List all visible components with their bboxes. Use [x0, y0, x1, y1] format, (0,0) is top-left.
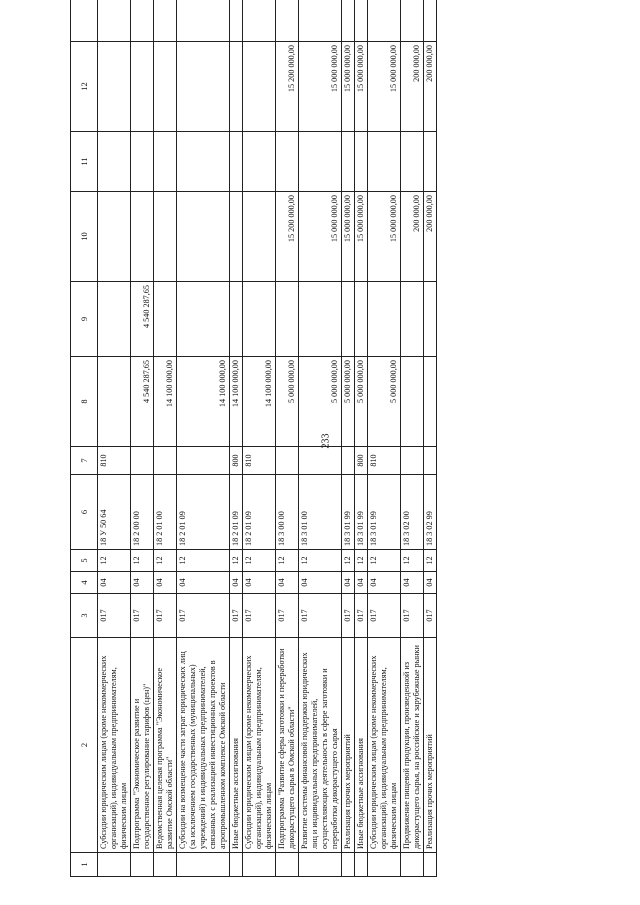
row-cell-10: 15 000 000,00 [342, 192, 355, 282]
row-cell-13 [424, 0, 437, 42]
row-cell-6: 18 3 00 00 [276, 475, 299, 550]
column-header: 7 [71, 447, 98, 475]
row-cell-12: 15 000 000,00 [355, 42, 368, 132]
row-cell-5: 12 [243, 550, 276, 572]
row-name: Подпрограмма "Развитие сферы заготовки и переработки дикорастущего сырья в Омской области" [276, 638, 299, 853]
row-cell-12: 15 000 000,00 [368, 42, 401, 132]
row-cell-6: 18 3 01 99 [342, 475, 355, 550]
row-cell-5: 12 [355, 550, 368, 572]
row-cell-3: 017 [299, 594, 342, 638]
table-row [299, 0, 342, 877]
row-cell-3: 017 [355, 594, 368, 638]
row-cell-1 [243, 853, 276, 877]
row-cell-13 [299, 0, 342, 42]
row-cell-8: 5 000 000,00 [368, 357, 401, 447]
row-cell-3: 017 [342, 594, 355, 638]
row-name: Продвижение пищевой продукции, произведенной из дикорастущего сырья, на российские и зарубежные рынки [401, 638, 424, 853]
row-cell-6: 18 У 50 64 [98, 475, 131, 550]
row-cell-8: 5 000 000,00 [276, 357, 299, 447]
row-cell-10: 200 000,00 [401, 192, 424, 282]
row-cell-9 [154, 282, 177, 357]
row-cell-6: 18 2 01 09 [177, 475, 230, 550]
row-cell-1 [342, 853, 355, 877]
row-cell-6: 18 2 01 00 [154, 475, 177, 550]
row-cell-3: 017 [424, 594, 437, 638]
row-cell-8 [401, 357, 424, 447]
row-cell-5: 12 [368, 550, 401, 572]
table-row [401, 0, 424, 877]
row-cell-9 [276, 282, 299, 357]
row-cell-10: 15 200 000,00 [276, 192, 299, 282]
row-cell-1 [355, 853, 368, 877]
row-cell-12 [131, 42, 154, 132]
row-cell-12: 200 000,00 [424, 42, 437, 132]
row-name: Иные бюджетные ассигнования [355, 638, 368, 853]
row-cell-1 [368, 853, 401, 877]
column-header [71, 0, 98, 42]
row-cell-9 [98, 282, 131, 357]
column-header: 3 [71, 594, 98, 638]
row-cell-13 [154, 0, 177, 42]
row-name: Реализация прочих мероприятий [342, 638, 355, 853]
column-header: 1 [71, 853, 98, 877]
row-cell-8: 14 100 000,00 [177, 357, 230, 447]
row-cell-12 [98, 42, 131, 132]
row-cell-7 [401, 447, 424, 475]
row-cell-10 [131, 192, 154, 282]
column-header: 9 [71, 282, 98, 357]
table-row [98, 0, 131, 877]
row-cell-3: 017 [131, 594, 154, 638]
row-cell-1 [154, 853, 177, 877]
row-cell-6: 18 2 00 00 [131, 475, 154, 550]
row-cell-11 [299, 132, 342, 192]
row-cell-9 [230, 282, 243, 357]
row-cell-7: 810 [98, 447, 131, 475]
row-cell-9 [368, 282, 401, 357]
row-cell-7 [276, 447, 299, 475]
row-cell-8: 5 000 000,00 [299, 357, 342, 447]
row-cell-3: 017 [177, 594, 230, 638]
row-cell-11 [355, 132, 368, 192]
row-cell-4: 04 [230, 572, 243, 594]
row-cell-4: 04 [154, 572, 177, 594]
row-cell-11 [401, 132, 424, 192]
header-row [71, 0, 98, 877]
table-row [342, 0, 355, 877]
row-cell-13 [131, 0, 154, 42]
row-cell-7 [424, 447, 437, 475]
row-cell-3: 017 [243, 594, 276, 638]
row-cell-8: 14 100 000,00 [154, 357, 177, 447]
row-cell-5: 12 [424, 550, 437, 572]
column-header: 2 [71, 638, 98, 853]
table-body [98, 0, 437, 877]
row-cell-6: 18 2 01 09 [230, 475, 243, 550]
row-cell-7 [131, 447, 154, 475]
row-cell-1 [98, 853, 131, 877]
row-cell-13 [355, 0, 368, 42]
row-cell-5: 12 [98, 550, 131, 572]
row-cell-12: 15 000 000,00 [299, 42, 342, 132]
row-cell-3: 017 [98, 594, 131, 638]
row-cell-8 [424, 357, 437, 447]
row-cell-12: 15 200 000,00 [276, 42, 299, 132]
rotated-table-page [70, 24, 590, 877]
row-cell-11 [368, 132, 401, 192]
row-cell-1 [230, 853, 243, 877]
row-cell-1 [401, 853, 424, 877]
row-cell-10: 200 000,00 [424, 192, 437, 282]
table-row [230, 0, 243, 877]
row-cell-7 [342, 447, 355, 475]
row-cell-11 [276, 132, 299, 192]
row-name: Субсидии юридическим лицам (кроме некоммерческих организаций), индивидуальным предпринимателям, физическим лицам [368, 638, 401, 853]
row-cell-5: 12 [230, 550, 243, 572]
row-cell-4: 04 [424, 572, 437, 594]
row-cell-5: 12 [131, 550, 154, 572]
row-cell-9 [355, 282, 368, 357]
row-cell-12 [177, 42, 230, 132]
column-header: 6 [71, 475, 98, 550]
row-name: Субсидии юридическим лицам (кроме некоммерческих организаций), индивидуальным предпринимателям, физическим лицам [98, 638, 131, 853]
row-cell-8: 5 000 000,00 [355, 357, 368, 447]
row-cell-3: 017 [230, 594, 243, 638]
column-header: 8 [71, 357, 98, 447]
row-cell-13 [230, 0, 243, 42]
row-cell-3: 017 [154, 594, 177, 638]
column-header: 4 [71, 572, 98, 594]
table-row [154, 0, 177, 877]
row-cell-11 [154, 132, 177, 192]
row-cell-10: 15 000 000,00 [355, 192, 368, 282]
row-cell-7 [299, 447, 342, 475]
row-cell-1 [276, 853, 299, 877]
row-cell-6: 18 3 02 00 [401, 475, 424, 550]
row-cell-10: 15 000 000,00 [299, 192, 342, 282]
row-cell-11 [424, 132, 437, 192]
row-cell-9 [424, 282, 437, 357]
row-name: Развитие системы финансовой поддержки юридических лиц и индивидуальных предпринимателей, осуществляющих деятельность в сфере заготовки и переработки дикорастущего сырья [299, 638, 342, 853]
row-cell-8: 14 100 000,00 [243, 357, 276, 447]
row-name: Реализация прочих мероприятий [424, 638, 437, 853]
row-cell-6: 18 3 01 99 [355, 475, 368, 550]
row-cell-8: 4 540 287,65 [131, 357, 154, 447]
row-name: Субсидии юридическим лицам (кроме некоммерческих организаций), индивидуальным предпринимателям, физическим лицам [243, 638, 276, 853]
row-cell-8: 14 100 000,00 [230, 357, 243, 447]
row-cell-5: 12 [177, 550, 230, 572]
row-cell-11 [177, 132, 230, 192]
row-cell-3: 017 [401, 594, 424, 638]
row-cell-9 [401, 282, 424, 357]
row-cell-4: 04 [401, 572, 424, 594]
row-cell-12: 15 000 000,00 [342, 42, 355, 132]
row-cell-7: 800 [230, 447, 243, 475]
row-name: Ведомственная целевая программа "Экономическое развитие Омской области" [154, 638, 177, 853]
row-cell-7: 800 [355, 447, 368, 475]
row-cell-10 [243, 192, 276, 282]
row-cell-6: 18 2 01 09 [243, 475, 276, 550]
table-row [177, 0, 230, 877]
column-header: 11 [71, 132, 98, 192]
row-cell-8: 5 000 000,00 [342, 357, 355, 447]
table-row [243, 0, 276, 877]
row-cell-11 [243, 132, 276, 192]
row-cell-7 [154, 447, 177, 475]
row-cell-1 [424, 853, 437, 877]
row-cell-4: 04 [342, 572, 355, 594]
row-cell-1 [131, 853, 154, 877]
row-cell-10 [98, 192, 131, 282]
row-cell-4: 04 [355, 572, 368, 594]
row-name: Иные бюджетные ассигнования [230, 638, 243, 853]
row-cell-7: 810 [243, 447, 276, 475]
row-cell-3: 017 [276, 594, 299, 638]
row-cell-11 [131, 132, 154, 192]
row-cell-11 [230, 132, 243, 192]
row-cell-10: 15 000 000,00 [368, 192, 401, 282]
row-cell-10 [154, 192, 177, 282]
row-cell-4: 04 [243, 572, 276, 594]
row-cell-4: 04 [98, 572, 131, 594]
row-cell-12 [230, 42, 243, 132]
row-cell-10 [230, 192, 243, 282]
table-row [424, 0, 437, 877]
row-cell-12 [243, 42, 276, 132]
row-cell-9: 4 540 287,65 [131, 282, 154, 357]
row-cell-10 [177, 192, 230, 282]
table-row [131, 0, 154, 877]
row-cell-9 [299, 282, 342, 357]
row-cell-5: 12 [154, 550, 177, 572]
row-cell-11 [98, 132, 131, 192]
table-row [355, 0, 368, 877]
row-cell-5: 12 [342, 550, 355, 572]
table-row [276, 0, 299, 877]
row-cell-13 [342, 0, 355, 42]
row-cell-5: 12 [401, 550, 424, 572]
row-cell-1 [177, 853, 230, 877]
row-cell-12 [154, 42, 177, 132]
row-cell-4: 04 [131, 572, 154, 594]
row-cell-4: 04 [177, 572, 230, 594]
row-cell-4: 04 [299, 572, 342, 594]
budget-table [70, 0, 437, 877]
row-cell-13 [401, 0, 424, 42]
row-cell-8 [98, 357, 131, 447]
row-cell-6: 18 3 02 99 [424, 475, 437, 550]
row-cell-1 [299, 853, 342, 877]
row-cell-5: 12 [276, 550, 299, 572]
row-cell-6: 18 3 01 99 [368, 475, 401, 550]
row-cell-13 [276, 0, 299, 42]
column-header: 5 [71, 550, 98, 572]
row-cell-4: 04 [276, 572, 299, 594]
row-cell-7: 810 [368, 447, 401, 475]
row-cell-13 [368, 0, 401, 42]
row-cell-9 [342, 282, 355, 357]
row-cell-13 [177, 0, 230, 42]
row-name: Субсидии на возмещение части затрат юридических лиц (за исключением государственных (муниципальных) учреждений) и индивидуальных предпринимателей, связанных с реализацией инвестиционных проектов в агропромышленном комплексе Омской области [177, 638, 230, 853]
row-cell-5: 12 [299, 550, 342, 572]
row-cell-13 [243, 0, 276, 42]
table-row [368, 0, 401, 877]
row-cell-7 [177, 447, 230, 475]
row-cell-6: 18 3 01 00 [299, 475, 342, 550]
row-cell-9 [243, 282, 276, 357]
column-header: 10 [71, 192, 98, 282]
row-cell-12: 200 000,00 [401, 42, 424, 132]
row-cell-4: 04 [368, 572, 401, 594]
column-header: 12 [71, 42, 98, 132]
row-name: Подпрограмма "Экономическое развитие и государственное регулирование тарифов (цен)" [131, 638, 154, 853]
row-cell-9 [177, 282, 230, 357]
row-cell-11 [342, 132, 355, 192]
row-cell-13 [98, 0, 131, 42]
row-cell-3: 017 [368, 594, 401, 638]
page-number: 233 [320, 433, 332, 449]
